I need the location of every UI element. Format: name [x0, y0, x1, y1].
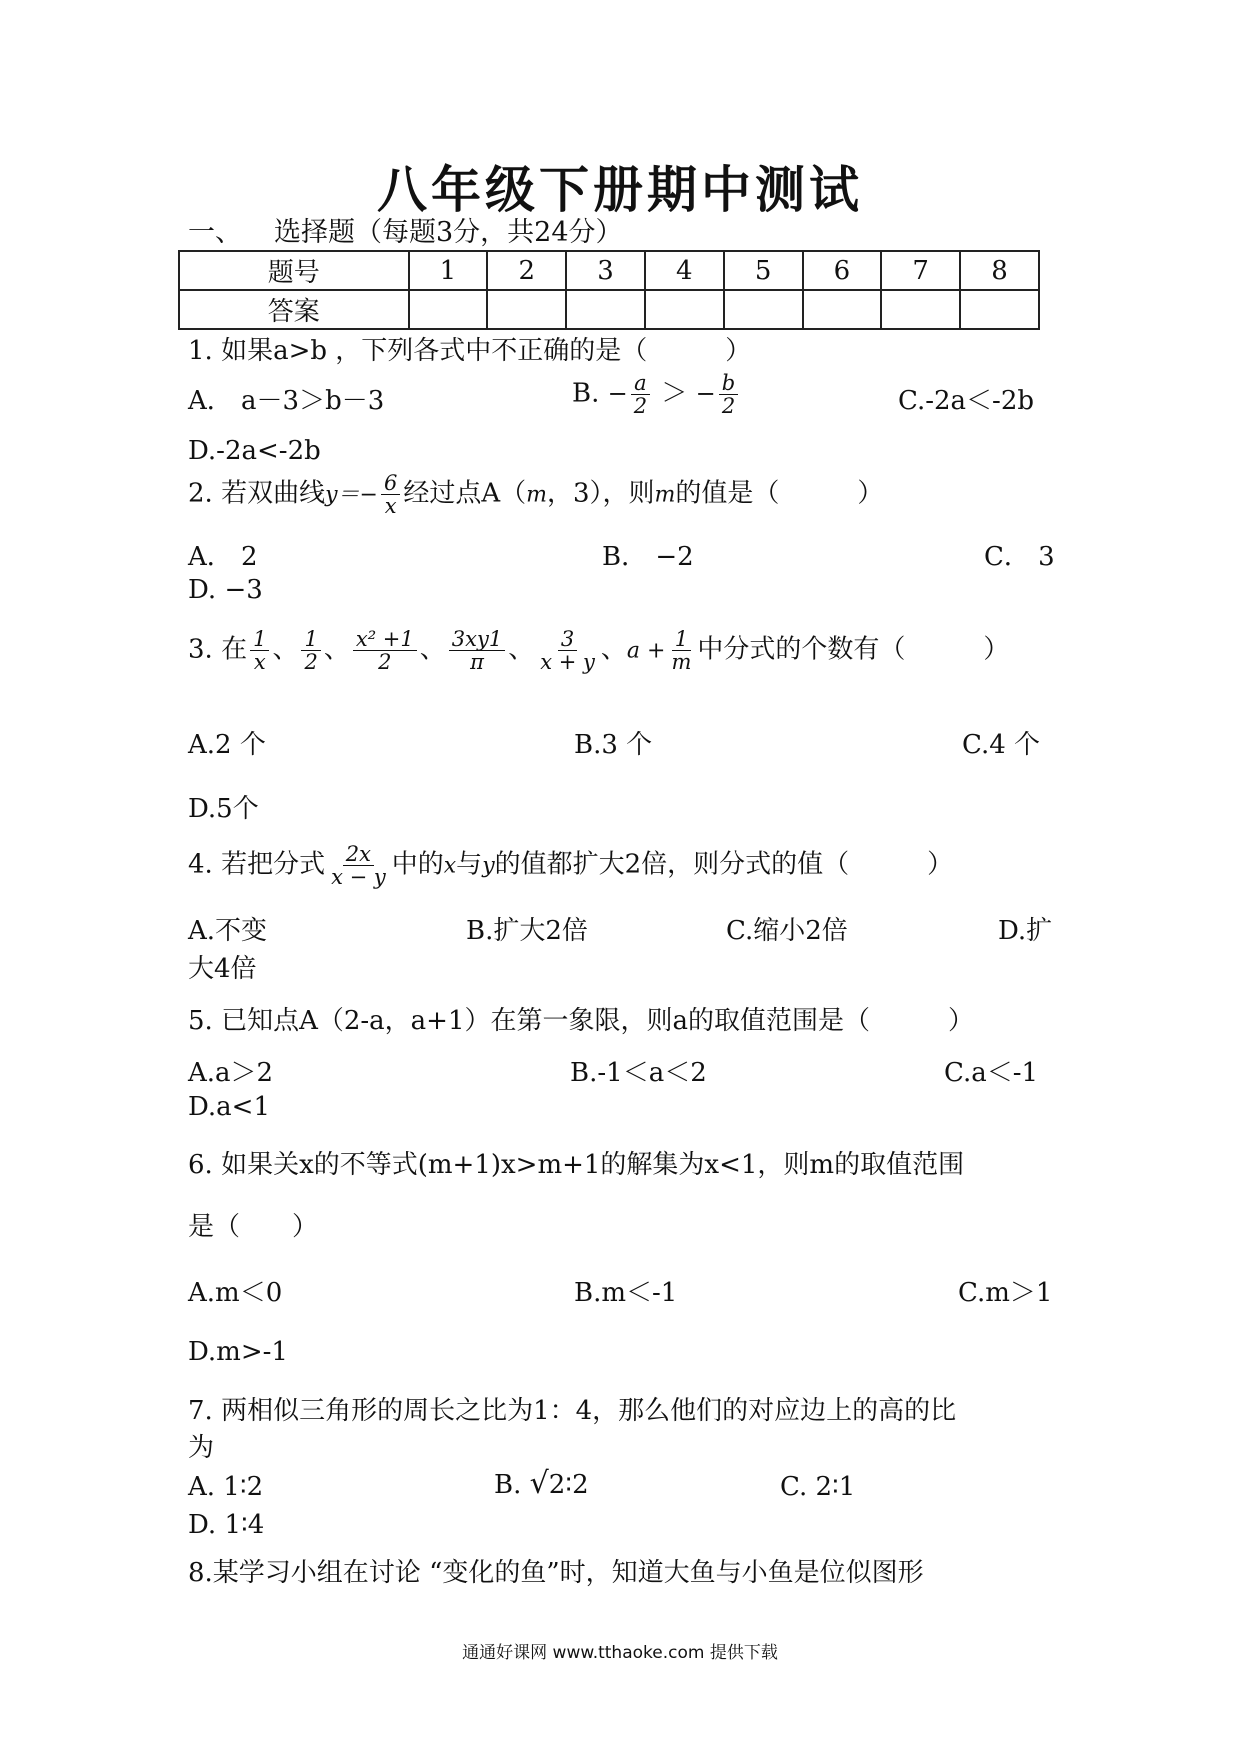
question-6-stem-continued: 是（ ）: [188, 1212, 319, 1242]
question-4-option-b: B.扩大2倍: [466, 916, 588, 946]
fraction-numerator: a: [631, 372, 650, 395]
minus-sign: −: [695, 379, 716, 408]
variable-y: y: [482, 853, 495, 879]
fraction-2x-over-x-minus-y: [328, 843, 389, 888]
fraction-numerator: 3xy1: [449, 628, 505, 651]
fraction-denominator: x: [253, 650, 266, 675]
question-6-option-d: D.m>-1: [188, 1337, 288, 1367]
question-7-option-d: D. 1∶4: [188, 1510, 265, 1540]
answer-table-header-row: [179, 251, 1039, 290]
answer-blank: [803, 290, 882, 329]
option-b-ratio: 2∶2: [548, 1470, 589, 1500]
fraction-numerator: 1: [250, 628, 269, 651]
question-8-stem: 8.某学习小组在讨论 “变化的鱼”时，知道大鱼与小鱼是位似图形: [188, 1558, 924, 1588]
fraction-1-over-2: [301, 628, 320, 673]
question-3-option-a: A.2 个: [188, 730, 266, 760]
separator: 、: [272, 634, 299, 665]
fraction-1-over-x: [250, 628, 269, 673]
answer-blank: [566, 290, 645, 329]
fraction-denominator: 2: [721, 394, 736, 419]
question-2-option-a: A． 2: [188, 542, 258, 572]
question-5-option-c: C.a＜-1: [944, 1058, 1039, 1088]
question-6-option-a: A.m＜0: [188, 1278, 283, 1308]
option-b-label: B.: [494, 1470, 522, 1500]
question-5-option-d: D.a<1: [188, 1092, 271, 1122]
fraction-a-over-2: [631, 372, 650, 417]
answer-table-cell: 1: [409, 251, 488, 290]
question-2-option-b: B． −2: [602, 542, 694, 572]
separator: 、: [508, 634, 535, 665]
fraction-denominator: π: [470, 650, 484, 675]
question-1-option-d: D.-2a<-2b: [188, 436, 321, 466]
question-4-option-d: D.扩: [998, 916, 1053, 946]
fraction-denominator: 2: [378, 650, 392, 675]
fraction-denominator: 2: [633, 394, 648, 419]
answer-table-cell: 3: [566, 251, 645, 290]
answer-table-cell: 8: [960, 251, 1039, 290]
fraction-x2-plus-1-over-2: [353, 628, 417, 673]
question-2-option-c: C． 3: [984, 542, 1055, 572]
answer-blank: [645, 290, 724, 329]
answer-table-cell: 7: [881, 251, 960, 290]
fraction-numerator: 6: [381, 472, 400, 495]
fraction-numerator: x² +1: [353, 628, 417, 651]
question-2-stem: [188, 472, 883, 517]
question-4-option-a: A.不变: [188, 916, 268, 946]
answer-blank: [409, 290, 488, 329]
option-b-label: B.: [572, 378, 600, 409]
question-1-stem: 1. 如果a>b ，下列各式中不正确的是（ ）: [188, 336, 752, 366]
page-title: 八年级下册期中测试: [377, 161, 863, 219]
answer-table-row-label: 题号: [179, 251, 409, 290]
question-4-text: 中的: [391, 849, 444, 880]
separator: 、: [419, 634, 446, 665]
question-7-option-a: A. 1∶2: [188, 1472, 264, 1502]
question-3-option-d: D.5个: [188, 794, 259, 824]
fraction-denominator: m: [671, 650, 692, 675]
question-2-text: 经过点A（: [403, 478, 527, 509]
fraction-denominator: x + y: [540, 650, 595, 675]
section-label: 选择题（每题3分，共24分）: [274, 217, 623, 248]
question-7-stem: 7. 两相似三角形的周长之比为1：4，那么他们的对应边上的高的比: [188, 1396, 957, 1426]
answer-table-row-label: 答案: [179, 290, 409, 329]
question-4-text: 与: [456, 849, 483, 880]
fraction-numerator: 1: [301, 628, 320, 651]
fraction-denominator: x: [384, 494, 397, 519]
square-root-sign: √: [529, 1466, 549, 1501]
question-3-prefix: 3. 在: [188, 634, 248, 665]
answer-table: [178, 250, 1040, 330]
fraction-denominator: 2: [304, 650, 318, 675]
question-7-stem-continued: 为: [188, 1433, 215, 1463]
answer-table-cell: 5: [724, 251, 803, 290]
answer-blank: [960, 290, 1039, 329]
question-4-stem: [188, 843, 953, 888]
question-3-suffix: 中分式的个数有（ ）: [697, 634, 1010, 665]
answer-blank: [487, 290, 566, 329]
question-4-option-c: C.缩小2倍: [726, 916, 848, 946]
fraction-numerator: 3: [558, 628, 577, 651]
question-3-option-b: B.3 个: [574, 730, 653, 760]
fraction-b-over-2: [719, 372, 738, 417]
answer-table-cell: 2: [487, 251, 566, 290]
answer-table-cell: 6: [803, 251, 882, 290]
variable-x: x: [443, 853, 457, 879]
section-number: 一、: [188, 217, 242, 248]
question-7-option-c: C. 2∶1: [780, 1472, 856, 1502]
question-6-stem: 6. 如果关x的不等式(m+1)x>m+1的解集为x<1，则m的取值范围: [188, 1150, 965, 1180]
question-4-prefix: 4. 若把分式: [188, 849, 326, 880]
question-1-option-a: A． a－3＞b－3: [188, 386, 385, 416]
fraction-numerator: b: [719, 372, 738, 395]
question-2-suffix: 的值是（ ）: [675, 478, 884, 509]
answer-table-cell: 4: [645, 251, 724, 290]
fraction-denominator: x − y: [331, 865, 386, 890]
answer-blank: [881, 290, 960, 329]
function-y: y＝−: [325, 482, 378, 508]
question-6-option-c: C.m＞1: [958, 1278, 1053, 1308]
answer-table-answer-row: [179, 290, 1039, 329]
section-heading: [188, 210, 623, 249]
question-5-stem: 5. 已知点A（2-a，a+1）在第一象限，则a的取值范围是（ ）: [188, 1006, 975, 1036]
question-7-option-b: [494, 1466, 589, 1501]
expression-a-plus: a +: [626, 638, 666, 664]
question-4-option-d-continued: 大4倍: [188, 954, 257, 984]
fraction-3xy-over-pi: [449, 628, 505, 673]
fraction-3-over-x-plus-y: [537, 628, 598, 673]
answer-blank: [724, 290, 803, 329]
question-2-prefix: 2. 若双曲线: [188, 478, 326, 509]
question-4-suffix: 的值都扩大2倍，则分式的值（ ）: [494, 849, 954, 880]
separator: 、: [600, 634, 627, 665]
question-2-text: ，3），则: [546, 478, 655, 509]
separator: 、: [323, 634, 350, 665]
fraction-numerator: 2x: [343, 843, 374, 866]
variable-m: m: [526, 482, 547, 508]
question-3-option-c: C.4 个: [962, 730, 1041, 760]
fraction-numerator: 1: [672, 628, 691, 651]
fraction-6-over-x: [381, 472, 400, 517]
page-footer: 通通好课网 www.tthaoke.com 提供下载: [462, 1643, 778, 1663]
variable-m: m: [654, 482, 676, 508]
fraction-1-over-m: [668, 628, 694, 673]
question-1-option-b: [572, 372, 741, 417]
question-2-option-d: D. −3: [188, 575, 263, 605]
question-3-stem: [188, 628, 1009, 673]
question-1-option-c: C.-2a＜-2b: [898, 386, 1035, 416]
question-5-option-b: B.-1＜a＜2: [570, 1058, 707, 1088]
question-5-option-a: A.a＞2: [188, 1058, 274, 1088]
minus-sign: −: [607, 379, 628, 408]
greater-than-sign: ＞: [661, 378, 688, 409]
question-6-option-b: B.m＜-1: [574, 1278, 678, 1308]
